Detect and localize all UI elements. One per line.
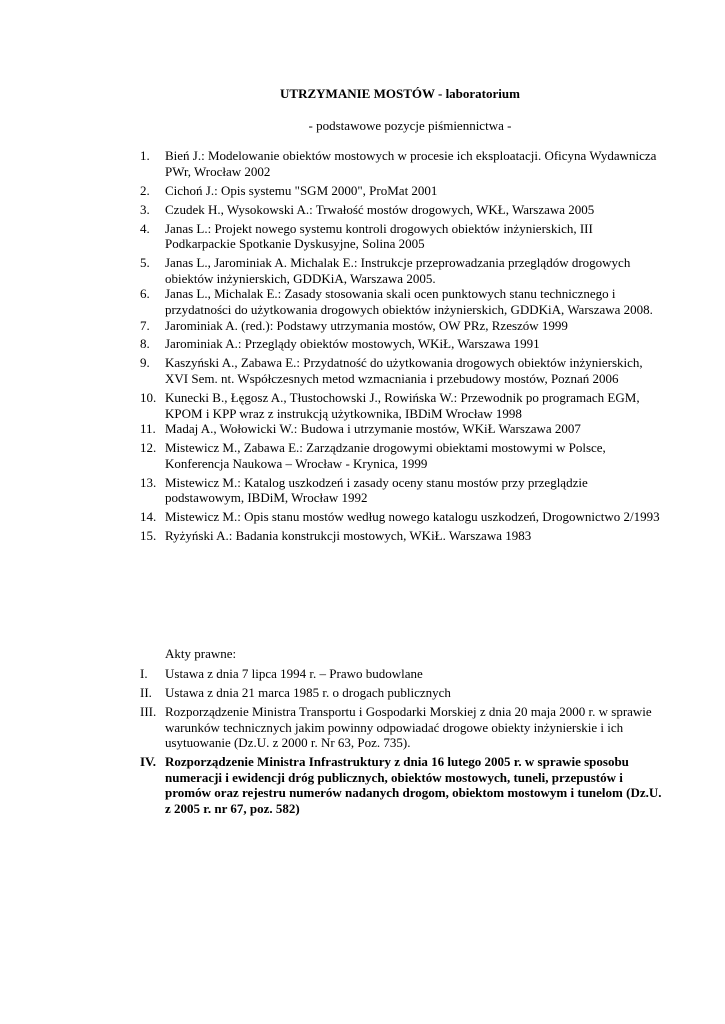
act-text: Rozporządzenie Ministra Transportu i Gospodarki Morskiej z dnia 20 maja 2000 r. w sprawie warunków technicznych jakim powinny odpowiadać drogowe obiekty inżynierskie i ich usytuowanie (Dz.U. z 2000 r. Nr 63, Poz. 735).: [165, 703, 652, 751]
acts-heading: Akty prawne:: [165, 646, 237, 661]
reference-text: Ryżyński A.: Badania konstrukcji mostowych, WKiŁ. Warszawa 1983: [165, 528, 532, 544]
reference-text: Kaszyński A., Zabawa E.: Przydatność do użytkowania drogowych obiektów inżynierskich, XVI Sem. nt. Współczesnych metod wzmacniania i przebudowy mostów, Poznań 2006: [165, 355, 643, 387]
reference-item: [140, 148, 665, 179]
reference-number: 3.: [140, 201, 150, 217]
reference-text: Kunecki B., Łęgosz A., Tłustochowski J., Rowińska W.: Przewodnik po programach EGM, KPOM i KPP wraz z instrukcją użytkownika, IBDiM Wrocław 1998: [165, 390, 640, 421]
reference-item: [140, 183, 665, 199]
act-item: [140, 666, 665, 682]
act-item: [140, 685, 665, 701]
reference-item: [140, 390, 665, 421]
reference-text: Cichoń J.: Opis systemu "SGM 2000", ProMat 2001: [165, 182, 438, 198]
reference-number: 13.: [140, 474, 157, 490]
reference-number: 15.: [140, 528, 157, 544]
reference-item: [140, 221, 665, 252]
reference-text: Madaj A., Wołowicki W.: Budowa i utrzymanie mostów, WKiŁ Warszawa 2007: [165, 421, 581, 437]
act-number: III.: [140, 703, 157, 719]
reference-number: 6.: [140, 286, 150, 302]
reference-item: [140, 255, 665, 286]
reference-number: 2.: [140, 182, 150, 198]
reference-number: 5.: [140, 255, 150, 271]
reference-item: [140, 355, 665, 386]
act-text: Rozporządzenie Ministra Infrastruktury z dnia 16 lutego 2005 r. w sprawie sposobu numeracji i ewidencji dróg publicznych, obiektów mostowych, tuneli, przepustów i promów oraz rejestru numerów nadanych drogom, obiektom mostowym i tunelom (Dz.U. z 2005 r. nr 67, poz. 582): [165, 754, 662, 816]
reference-item: [140, 318, 665, 334]
reference-number: 9.: [140, 355, 150, 371]
reference-text: Jarominiak A. (red.): Podstawy utrzymania mostów, OW PRz, Rzeszów 1999: [165, 317, 568, 333]
reference-text: Mistewicz M.: Opis stanu mostów według nowego katalogu uszkodzeń, Drogownictwo 2/1993: [165, 509, 660, 525]
act-number: II.: [140, 684, 152, 700]
reference-text: Mistewicz M.: Katalog uszkodzeń i zasady oceny stanu mostów przy przeglądzie podstawowym, IBDiM, Wrocław 1992: [165, 474, 588, 506]
reference-item: [140, 528, 665, 544]
reference-text: Czudek H., Wysokowski A.: Trwałość mostów drogowych, WKŁ, Warszawa 2005: [165, 201, 595, 217]
references-list: [140, 148, 665, 544]
reference-text: Mistewicz M., Zabawa E.: Zarządzanie drogowymi obiektami mostowymi w Polsce, Konferencja Naukowa – Wrocław - Krynica, 1999: [165, 440, 606, 471]
reference-item: [140, 286, 665, 317]
reference-number: 8.: [140, 336, 150, 352]
reference-text: Bień J.: Modelowanie obiektów mostowych w procesie ich eksploatacji. Oficyna Wydawnicza PWr, Wrocław 2002: [165, 148, 657, 179]
reference-number: 1.: [140, 148, 150, 163]
reference-number: 7.: [140, 317, 150, 333]
act-number: IV.: [140, 754, 157, 770]
reference-text: Jarominiak A.: Przeglądy obiektów mostowych, WKiŁ, Warszawa 1991: [165, 336, 540, 352]
reference-number: 10.: [140, 390, 157, 406]
act-item: [140, 754, 665, 816]
reference-item: [140, 421, 665, 437]
reference-text: Janas L., Michalak E.: Zasady stosowania skali ocen punktowych stanu technicznego i przydatności do użytkowania drogowych obiektów inżynierskich, GDDKiA, Warszawa 2008.: [165, 286, 653, 317]
reference-number: 12.: [140, 440, 157, 456]
document-subtitle: - podstawowe pozycje piśmiennictwa -: [308, 118, 512, 133]
act-text: Ustawa z dnia 21 marca 1985 r. o drogach publicznych: [165, 684, 451, 700]
reference-number: 14.: [140, 509, 157, 525]
act-text: Ustawa z dnia 7 lipca 1994 r. – Prawo budowlane: [165, 666, 423, 681]
reference-number: 11.: [140, 421, 156, 437]
acts-list: [140, 666, 665, 817]
reference-number: 4.: [140, 220, 150, 236]
reference-item: [140, 509, 665, 525]
reference-text: Janas L.: Projekt nowego systemu kontroli drogowych obiektów inżynierskich, III Podkarpackie Spotkanie Dyskusyjne, Solina 2005: [165, 220, 593, 252]
act-number: I.: [140, 666, 148, 681]
reference-item: [140, 336, 665, 352]
reference-item: [140, 202, 665, 218]
document-title: UTRZYMANIE MOSTÓW - laboratorium: [280, 86, 520, 101]
reference-text: Janas L., Jarominiak A. Michalak E.: Instrukcje przeprowadzania przeglądów drogowych obiektów inżynierskich, GDDKiA, Warszawa 2005.: [165, 255, 631, 286]
reference-item: [140, 475, 665, 506]
reference-item: [140, 440, 665, 471]
act-item: [140, 704, 665, 751]
